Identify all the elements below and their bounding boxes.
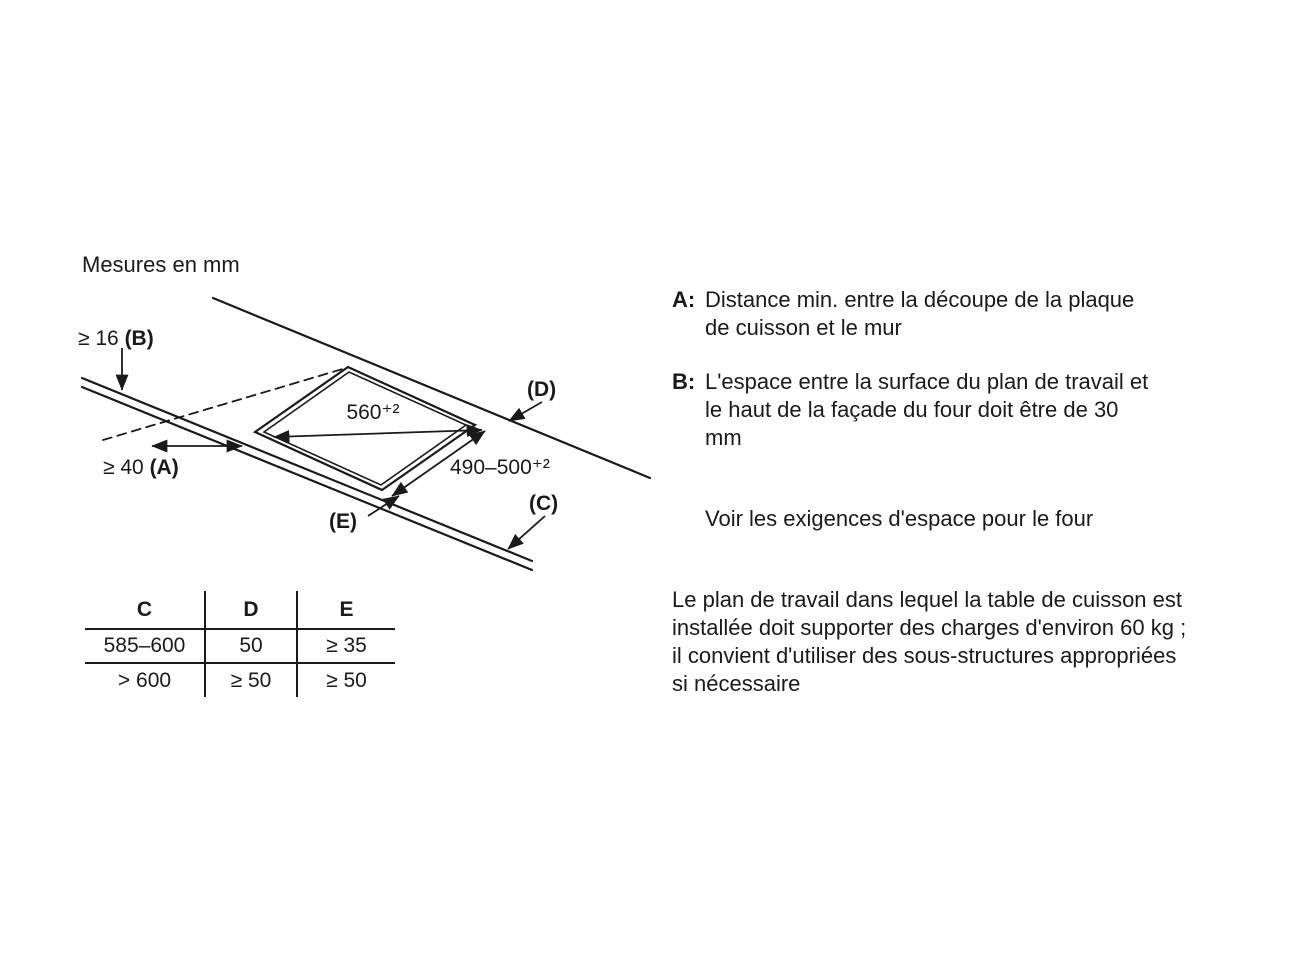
note-b-label: B: <box>672 369 696 394</box>
cell-d1: 50 <box>205 629 297 663</box>
cell-e2: ≥ 50 <box>326 668 367 692</box>
table-row <box>85 629 395 663</box>
label-e: (E) <box>329 510 357 533</box>
col-header-e: E <box>297 591 395 629</box>
col-header-c: C <box>85 591 205 629</box>
table-header-row <box>85 591 395 629</box>
label-c-leader-arrow <box>508 516 545 549</box>
cell-d2: ≥ 50 <box>205 663 297 697</box>
dim-a-label: ≥ 40 (A) <box>103 456 179 479</box>
diagram-title: Mesures en mm <box>82 252 240 277</box>
note-a <box>672 286 1155 342</box>
dim-width-label: 560⁺² <box>346 401 400 424</box>
worktop-load-note: Le plan de travail dans lequel la table de cuisson est installée doit supporter des charges d'environ 60 kg ; il convient d'utiliser des sous-structures appropriées si nécessaire <box>672 587 1187 696</box>
label-d-leader-arrow <box>509 402 542 421</box>
note-b-text: L'espace entre la surface du plan de travail et le haut de la façade du four doit être de 30 mm <box>705 369 1149 450</box>
cell-e1: ≥ 35 <box>297 629 395 663</box>
dim-b-label: ≥ 16 (B) <box>78 327 154 350</box>
label-c: (C) <box>529 492 559 515</box>
dim-depth-label: 490–500⁺² <box>450 456 550 479</box>
table-row <box>85 663 395 697</box>
label-d: (D) <box>527 378 557 401</box>
note-b <box>672 368 1155 452</box>
cell-c2: > 600 <box>85 663 205 697</box>
note-a-label: A: <box>672 287 696 312</box>
cell-c1: 585–600 <box>85 629 205 663</box>
dimension-table <box>85 591 395 697</box>
col-header-d: D <box>205 591 297 629</box>
note-oven-space: Voir les exigences d'espace pour le four <box>705 506 1094 531</box>
installation-diagram <box>60 285 660 585</box>
note-a-text: Distance min. entre la découpe de la plaque de cuisson et le mur <box>705 287 1135 340</box>
